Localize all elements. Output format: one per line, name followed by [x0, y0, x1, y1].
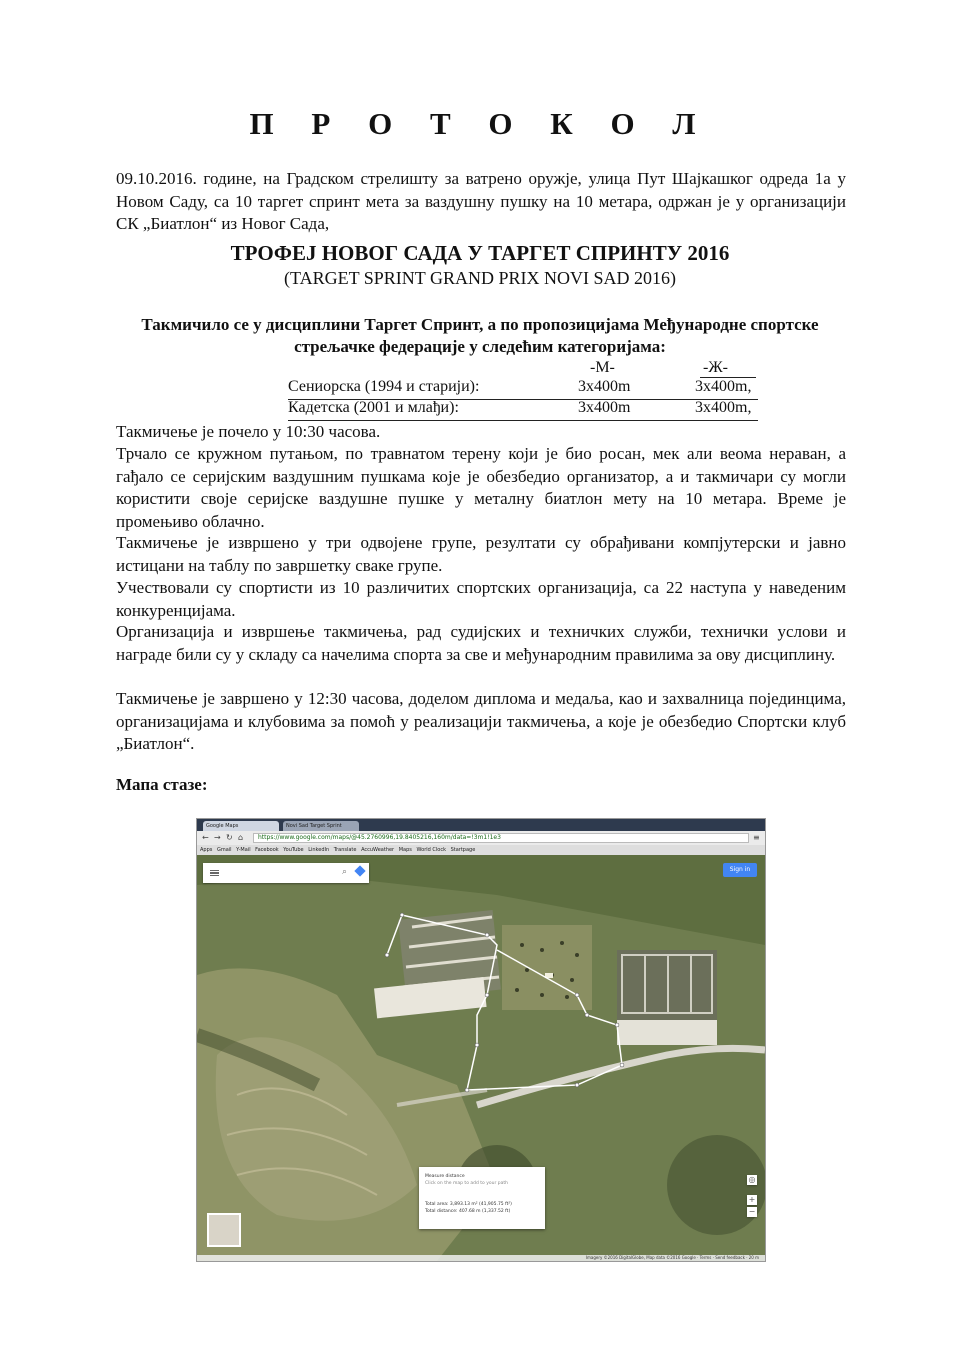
category-row: [288, 378, 758, 400]
event-subtitle: (TARGET SPRINT GRAND PRIX NOVI SAD 2016): [284, 268, 676, 288]
body-paragraph: Такмичење је извршено у три одвојене групе, резултати су обрађивани компјутерски и јавно истицани на таблу по завршетку сваке групе.: [116, 533, 846, 575]
home-icon[interactable]: ⌂: [238, 833, 244, 842]
bookmark-item[interactable]: YouTube: [283, 847, 304, 853]
category-name: Кадетска (2001 и млађи):: [288, 399, 459, 416]
bookmark-item[interactable]: Facebook: [255, 847, 279, 853]
document-title: П Р О Т О К О Л: [249, 106, 711, 141]
discipline-text: Такмичило се у дисциплини Таргет Спринт, а по пропозицијама Међународне спортске стрељачке федерације у следећим категоријама:: [141, 315, 819, 356]
map-section-label: Мапа стазе:: [116, 775, 208, 794]
bookmark-item[interactable]: Gmail: [216, 847, 232, 853]
category-value-m: 3x400m: [578, 399, 631, 416]
bookmark-item[interactable]: Maps: [398, 847, 412, 853]
body-paragraph: Учествовали су спортисти из 10 различитих спортских организација, са 22 наступа у наведеним конкуренцијама.: [116, 578, 846, 620]
browser-tab-bar: [197, 819, 765, 831]
measure-title: Measure distance: [425, 1174, 465, 1179]
map-search-box[interactable]: [203, 863, 369, 883]
category-name: Сениорска (1994 и старији):: [288, 378, 480, 395]
bookmark-item[interactable]: LinkedIn: [308, 847, 330, 853]
category-value-m: 3x400m: [578, 378, 631, 395]
location-icon[interactable]: ◎: [748, 1175, 756, 1184]
menu-icon[interactable]: [210, 870, 219, 876]
category-row: [288, 399, 758, 421]
browser-toolbar: [197, 831, 765, 845]
zoom-in-button[interactable]: +: [748, 1195, 756, 1204]
bookmark-item[interactable]: Translate: [333, 847, 357, 853]
category-value-z: 3x400m,: [695, 378, 752, 395]
category-value-z: 3x400m,: [695, 399, 752, 416]
category-header-z: -Ж-: [703, 359, 728, 376]
bookmark-item[interactable]: AccuWeather: [361, 847, 395, 853]
reload-icon[interactable]: ↻: [226, 833, 233, 842]
browser-tab[interactable]: Novi Sad Target Sprint: [283, 821, 359, 831]
satellite-map[interactable]: [197, 855, 765, 1261]
bookmark-item[interactable]: Startpage: [450, 847, 476, 853]
address-bar[interactable]: https://www.google.com/maps/@45.2760996,19.8405216,160m/data=!3m1!1e3: [253, 833, 749, 843]
back-icon[interactable]: ←: [202, 833, 209, 842]
event-title: ТРОФЕЈ НОВОГ САДА У ТАРГЕТ СПРИНТУ 2016: [230, 241, 730, 265]
browser-tab[interactable]: Google Maps: [203, 821, 279, 831]
bookmark-item[interactable]: World Clock: [416, 847, 446, 853]
category-header-m: -М-: [590, 359, 615, 376]
forward-icon[interactable]: →: [214, 833, 221, 842]
map-screenshot: [196, 818, 766, 1262]
bookmarks-bar: [197, 845, 765, 855]
map-footer: Imagery ©2016 DigitalGlobe, Map data ©2016 Google · Terms · Send feedback · 20 m: [197, 1255, 765, 1261]
measure-distance-card: [419, 1167, 545, 1229]
intro-paragraph: 09.10.2016. године, на Градском стрелишту за ватрено оружје, улица Пут Шајкашког одреда 1а у Новом Саду, са 10 таргет спринт мета за ваздушну пушку на 10 метара, одржан је у организацији СК „Биатлон“ из Новог Сада,: [116, 169, 846, 233]
body-paragraph: Такмичење је завршено у 12:30 часова, доделом диплома и медаља, као и захвалница појединцима, организацијама и клубовима за помоћ у реализацији такмичења, а које је обезбедио Спортски клуб „Биатлон“.: [116, 689, 846, 753]
body-paragraph: Организација и извршење такмичења, рад судијских и техничких служби, технички услови и награде били су у складу са начелима спорта за све и међународним правилима за ову дисциплину.: [116, 622, 846, 664]
measure-distance: Total distance: 407.68 m (1,337.52 ft): [425, 1209, 511, 1214]
bookmark-item[interactable]: Y-Mail: [236, 847, 251, 853]
menu-icon[interactable]: ≡: [753, 833, 760, 842]
bookmark-item[interactable]: Apps: [200, 847, 213, 853]
directions-icon[interactable]: [354, 865, 365, 876]
zoom-out-button[interactable]: −: [748, 1207, 756, 1216]
search-icon[interactable]: ⌕: [341, 867, 347, 877]
measure-area: Total area: 3,893.13 m² (41,905.75 ft²): [425, 1202, 512, 1207]
measure-hint: Click on the map to add to your path: [425, 1181, 509, 1186]
sign-in-button[interactable]: Sign in: [723, 863, 757, 877]
body-paragraph: Такмичење је почело у 10:30 часова.: [116, 422, 381, 441]
imagery-toggle[interactable]: [207, 1213, 241, 1247]
body-paragraph: Трчало се кружном путањом, по травнатом терену који је био росан, мек али веома неравaн, а гађало се серијским ваздушним пушкама које је обезбедио организатор, а и такмичари су могли користити своје серијске ваздушне пушке у металну биатлон мету на 10 метара. Време је промењиво облачно.: [116, 444, 846, 531]
